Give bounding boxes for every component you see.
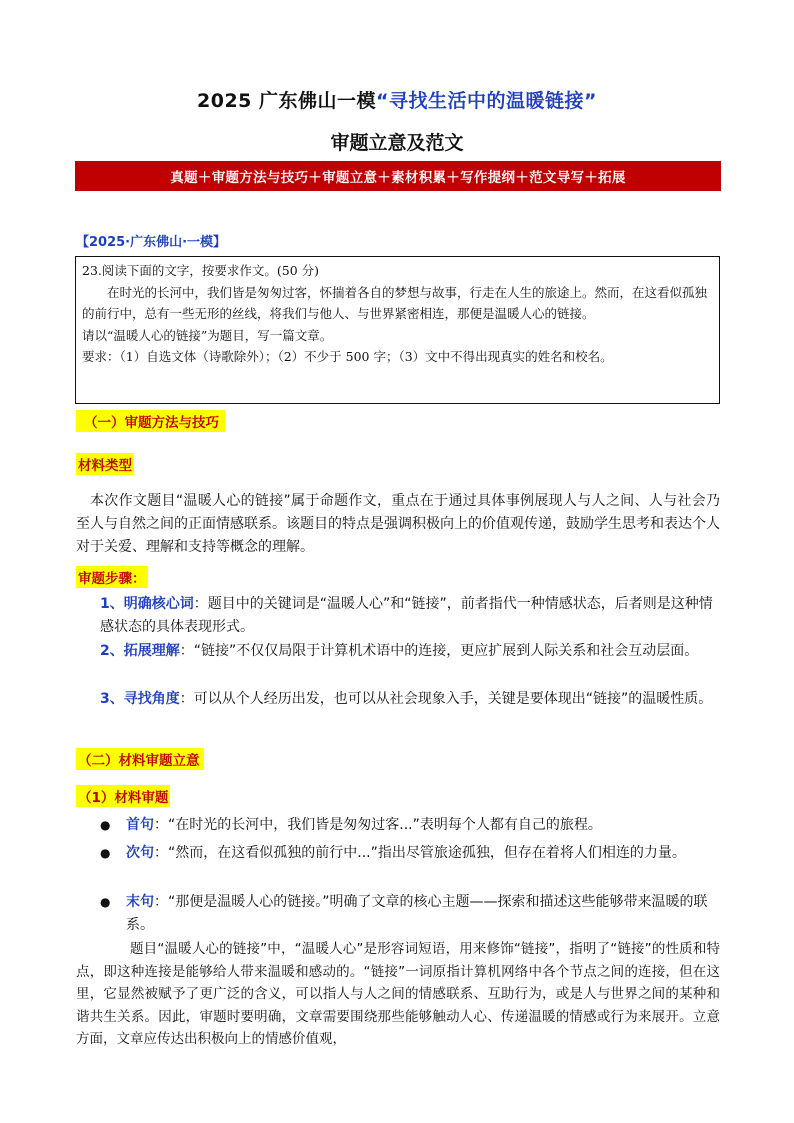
page-subtitle: 审题立意及范文 (330, 132, 464, 154)
page-title (0, 86, 794, 113)
step-text: ：可以从个人经历出发，也可以从社会现象入手，关键是要体现出“链接”的温暖性质。 (179, 691, 713, 707)
list-item (76, 891, 720, 937)
source-tag: 【2025·广东佛山·一模】 (76, 235, 227, 250)
list-item (76, 814, 720, 837)
question-task: 请以“温暖人心的链接”为题目，写一篇文章。 (82, 327, 333, 343)
list-item (76, 842, 720, 865)
bullet-icon: ● (100, 818, 111, 832)
step-label: 1、明确核心词 (100, 596, 194, 612)
question-requirements: 要求：（1）自选文体（诗歌除外）；（2）不少于 500 字；（3）文中不得出现真实的姓名和校名。 (82, 349, 613, 365)
analysis-paragraph: 题目“温暖人心的链接”中，“温暖人心”是形容词短语，用来修饰“链接”，指明了“链接”的性质和特点，即这种连接是能够给人带来温暖和感动的。“链接”一词原指计算机网络中各个节点之间的连接，但在这里，它显然被赋予了更广泛的含义，可以指人与人之间的情感联系、互助行为，或是人与世界之间的某种和谐共生关系。因此，审题时要明确，文章需要围绕那些能够触动人心、传递温暖的情感或行为来展开。立意方面，文章应传达出积极向上的情感价值观， (76, 941, 720, 1048)
step-item (76, 593, 720, 639)
bullet-icon: ● (100, 846, 111, 860)
title-prefix: 2025 广东佛山一模 (197, 90, 376, 112)
question-line: 23.阅读下面的文字，按要求作文。(50 分) (82, 263, 320, 278)
step-item (76, 640, 720, 663)
step-label: 2、拓展理解 (100, 643, 180, 659)
bullet-text: ：“然而，在这看似孤独的前行中...”指出尽管旅途孤独，但存在着将人们相连的力量。 (154, 845, 686, 861)
bullet-icon: ● (100, 895, 111, 909)
bullet-label: 次句 (126, 845, 154, 861)
title-topic: “寻找生活中的温暖链接” (376, 90, 597, 112)
question-box (75, 256, 720, 404)
step-label: 3、寻找角度 (100, 691, 180, 707)
material-type-heading: 材料类型 (76, 453, 134, 475)
bullet-label: 首句 (126, 817, 154, 833)
bullet-text: ：“在时光的长河中，我们皆是匆匆过客...”表明每个人都有自己的旅程。 (154, 817, 602, 833)
step-text: ：“链接”不仅仅局限于计算机术语中的连接，更应扩展到人际关系和社会互动层面。 (179, 643, 699, 659)
bullet-text: ：“那便是温暖人心的链接。”明确了文章的核心主题——探索和描述这些能够带来温暖的联系。 (126, 894, 708, 933)
question-material: 在时光的长河中，我们皆是匆匆过客，怀揣着各自的梦想与故事，行走在人生的旅途上。然而，在这看似孤独的前行中，总有一些无形的丝线，将我们与他人、与世界紧密相连，那便是温暖人心的链接。 (82, 284, 708, 322)
section2-heading: （二）材料审题立意 (76, 748, 204, 770)
bullet-label: 末句 (126, 894, 154, 910)
material-type-text: 本次作文题目“温暖人心的链接”属于命题作文，重点在于通过具体事例展现人与人之间、人与社会乃至人与自然之间的正面情感联系。该题目的特点是强调积极向上的价值观传递，鼓励学生思考和表达个人对于关爱、理解和支持等概念的理解。 (76, 493, 720, 555)
steps-heading: 审题步骤： (76, 566, 148, 588)
step-text: ：题目中的关键词是“温暖人心”和“链接”，前者指代一种情感状态，后者则是这种情感状态的具体表现形式。 (100, 596, 713, 635)
section1-heading: （一）审题方法与技巧 (76, 410, 225, 432)
banner-bar: 真题＋审题方法与技巧＋审题立意＋素材积累＋写作提纲＋范文导写＋拓展 (75, 161, 721, 191)
section2-sub-heading: （1）材料审题 (76, 785, 170, 807)
step-item (76, 688, 720, 711)
